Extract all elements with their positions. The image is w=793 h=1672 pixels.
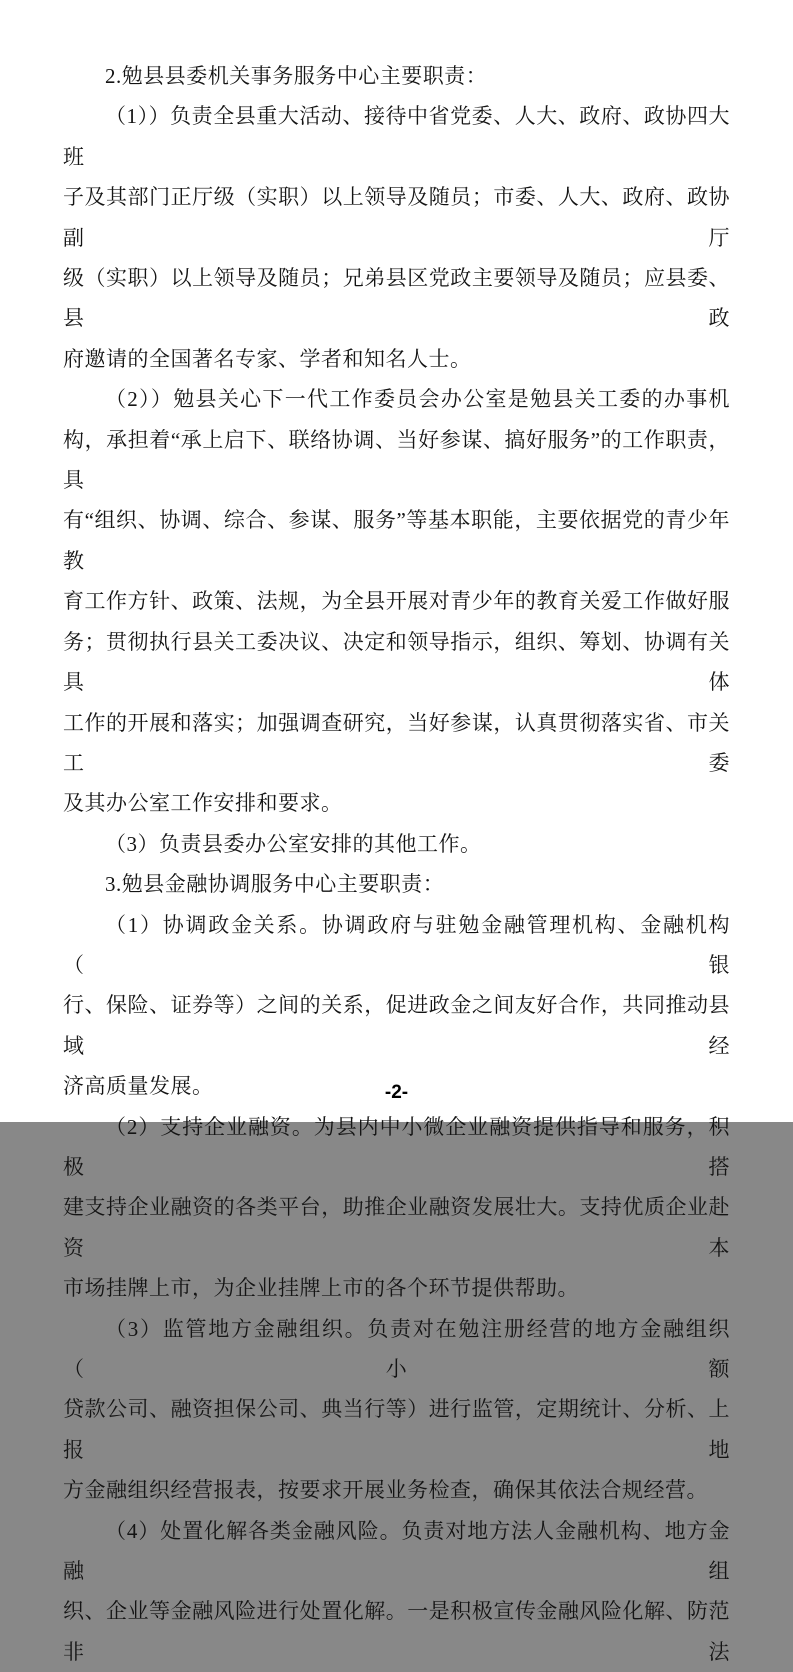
document-content bbox=[63, 56, 730, 1672]
text-line: （1）协调政金关系。协调政府与驻勉金融管理机构、金融机构（银 bbox=[63, 912, 730, 977]
text-line: 育工作方针、政策、法规，为全县开展对青少年的教育关爱工作做好服 bbox=[63, 589, 730, 614]
text-line: （3）监管地方金融组织。负责对在勉注册经营的地方金融组织（小额 bbox=[63, 1316, 730, 1381]
text-line: （4）处置化解各类金融风险。负责对地方法人金融机构、地方金融组 bbox=[63, 1518, 730, 1584]
text-line: 行、保险、证券等）之间的关系，促进政金之间友好合作，共同推动县域经 bbox=[63, 993, 730, 1058]
text-line: 级（实职）以上领导及随员；兄弟县区党政主要领导及随员；应县委、县政 bbox=[63, 266, 730, 331]
text-line: （1））负责全县重大活动、接待中省党委、人大、政府、政协四大班 bbox=[63, 104, 730, 169]
text-line: 工作的开展和落实；加强调查研究，当好参谋，认真贯彻落实省、市关工委 bbox=[63, 710, 730, 775]
text-line: 子及其部门正厅级（实职）以上领导及随员；市委、人大、政府、政协副厅 bbox=[63, 185, 730, 250]
text-line: （2））勉县关心下一代工作委员会办公室是勉县关工委的办事机 bbox=[105, 387, 730, 412]
text-line: 有“组织、协调、综合、参谋、服务”等基本职能，主要依据党的青少年教 bbox=[63, 508, 730, 573]
text-line: 务；贯彻执行县关工委决议、决定和领导指示，组织、筹划、协调有关具体 bbox=[63, 629, 730, 695]
text-line: 方金融组织经营报表，按要求开展业务检查，确保其依法合规经营。 bbox=[63, 1478, 708, 1503]
page-number: -2- bbox=[384, 1082, 409, 1103]
text-line: （3）负责县委办公室安排的其他工作。 bbox=[105, 831, 482, 856]
text-line: 构，承担着“承上启下、联络协调、当好参谋、搞好服务”的工作职责，具 bbox=[63, 427, 730, 493]
text-line: 济高质量发展。 bbox=[63, 1074, 214, 1099]
text-line: 市场挂牌上市，为企业挂牌上市的各个环节提供帮助。 bbox=[63, 1276, 579, 1301]
text-line: 织、企业等金融风险进行处置化解。一是积极宣传金融风险化解、防范非法 bbox=[63, 1599, 730, 1664]
text-line: 及其办公室工作安排和要求。 bbox=[63, 791, 343, 816]
text-line: 2.勉县县委机关事务服务中心主要职责： bbox=[105, 64, 488, 88]
text-line: 贷款公司、融资担保公司、典当行等）进行监管，定期统计、分析、上报地 bbox=[63, 1397, 730, 1462]
text-line: 府邀请的全国著名专家、学者和知名人士。 bbox=[63, 346, 472, 371]
text-line: 3.勉县金融协调服务中心主要职责： bbox=[105, 872, 445, 897]
text-line: （2）支持企业融资。为县内中小微企业融资提供指导和服务，积极搭 bbox=[63, 1114, 730, 1179]
text-line: 建支持企业融资的各类平台，助推企业融资发展壮大。支持优质企业赴资本 bbox=[63, 1195, 730, 1260]
